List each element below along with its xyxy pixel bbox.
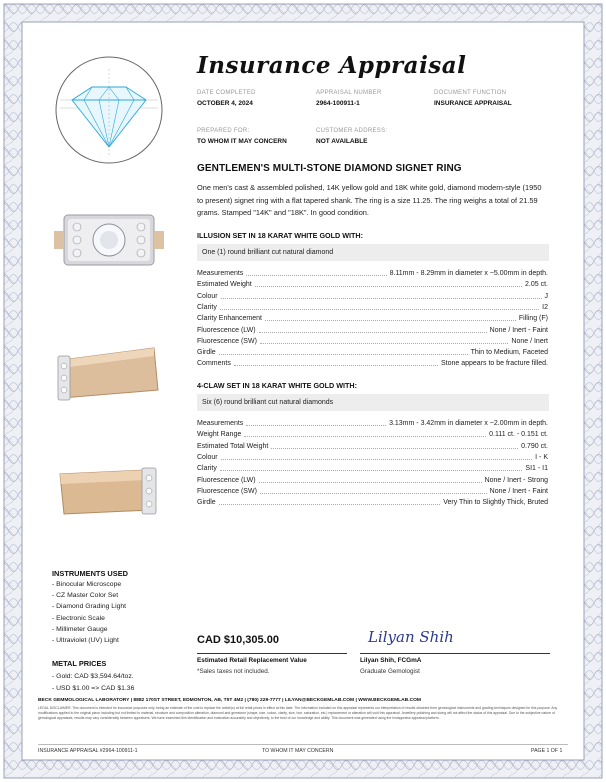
spec-value: Filling (F) — [518, 315, 548, 323]
spec-value: SI1 - I1 — [525, 465, 548, 473]
spec-key: Colour — [197, 292, 218, 300]
customer-address-label: CUSTOMER ADDRESS: — [316, 128, 388, 134]
replacement-value-label: Estimated Retail Replacement Value — [197, 657, 307, 664]
spec-key: Measurements — [197, 420, 244, 427]
list-item: - USD $1.00 => CAD $1.36 — [52, 684, 135, 692]
spec-key: Clarity — [197, 465, 217, 473]
ring-photo-side — [54, 338, 164, 408]
spec-key: Fluorescence (LW) — [197, 326, 256, 334]
spec-key: Fluorescence (SW) — [197, 337, 257, 345]
spec-value: 8.11mm - 8.29mm in diameter x ~5.00mm in depth. — [389, 270, 548, 277]
spec-leader — [255, 279, 522, 287]
spec-row — [197, 429, 548, 440]
spec-row — [197, 475, 548, 486]
signature-script: Lilyan Shih — [368, 628, 454, 646]
spec-leader — [271, 441, 518, 449]
section2-title: 4-CLAW SET IN 18 KARAT WHITE GOLD WITH: — [197, 381, 357, 390]
spec-key: Clarity Enhancement — [197, 315, 262, 323]
spec-leader — [260, 486, 487, 494]
spec-leader — [259, 325, 487, 333]
footer-rule — [38, 744, 568, 745]
diamond-diagram — [54, 55, 164, 165]
spec-key: Measurements — [197, 270, 244, 277]
spec-row — [197, 486, 548, 497]
spec-value: None / Inert - Strong — [484, 476, 548, 484]
spec-value: 0.111 ct. - 0.151 ct. — [489, 431, 548, 439]
date-value: OCTOBER 4, 2024 — [197, 100, 253, 107]
item-title: GENTLEMEN'S MULTI-STONE DIAMOND SIGNET RING — [197, 163, 462, 174]
list-item: - Binocular Microscope — [52, 581, 122, 588]
spec-leader — [219, 497, 441, 505]
spec-value: Very Thin to Slightly Thick, Bruted — [443, 499, 548, 507]
spec-row — [197, 347, 548, 358]
spec-leader — [220, 302, 539, 310]
spec-value: J — [544, 292, 548, 300]
prepared-for-label: PREPARED FOR: — [197, 128, 250, 134]
list-item: - Millimeter Gauge — [52, 625, 108, 633]
list-item: - Gold: CAD $3,594.64/toz. — [52, 673, 134, 680]
spec-value: None / Inert — [511, 337, 548, 345]
list-item: - CZ Master Color Set — [52, 592, 119, 600]
spec-leader — [221, 291, 542, 299]
list-item: - Ultraviolet (UV) Light — [52, 637, 119, 644]
spec-key: Estimated Total Weight — [197, 442, 269, 450]
metal-prices-title: METAL PRICES — [52, 659, 107, 668]
appraisal-number-label: APPRAISAL NUMBER — [316, 90, 382, 96]
spec-key: Clarity — [197, 303, 217, 311]
legal-disclaimer: LEGAL DISCLAIMER: This document is intended for insurance purposes only, being an estimate of the cost to replace the article(s) at full retail prices in effect at this date. The information included on this appraisal represents our interpretation of results obtained from gemological instruments and grading techniques designed for this purpose. Any modifications applied to the original piece including but not limited to material, structure and composition alteration, diamond and gemstone (shape, size, colour, clarity, size, hue, saturation, etc.) replacement or alteration will void this appraisal. Jewellery polishing and sizing will not affect the status of this appraisal. Due to the subjective nature of gemological appraisals, results may vary considerably between appraisers. We have examined this identification and evaluation accurately and objectively, to the best of our knowledge and ability. This document was generated using the Instappraise appraisal platform. — [38, 706, 558, 720]
spec-leader — [265, 313, 516, 321]
spec-value: None / Inert - Faint — [489, 326, 548, 334]
spec-value: 0.790 ct. — [521, 442, 548, 450]
spec-leader — [260, 336, 509, 344]
spec-key: Weight Range — [197, 431, 242, 439]
spec-value: None / Inert - Faint — [489, 487, 548, 495]
spec-key: Fluorescence (LW) — [197, 476, 256, 484]
spec-leader — [246, 268, 386, 276]
price-rule — [197, 653, 347, 654]
spec-value: Thin to Medium, Faceted — [470, 349, 548, 357]
appraiser-role: Graduate Gemologist — [360, 668, 420, 675]
spec-key: Comments — [197, 360, 231, 368]
customer-address-value: NOT AVAILABLE — [316, 138, 368, 145]
spec-row — [197, 463, 548, 474]
spec-row — [197, 291, 548, 302]
spec-row — [197, 336, 548, 347]
section1-summary: One (1) round brilliant cut natural diamond — [197, 244, 549, 261]
document-function-label: DOCUMENT FUNCTION — [434, 90, 507, 96]
spec-row — [197, 268, 548, 279]
spec-key: Girdle — [197, 349, 216, 357]
list-item: - Electronic Scale — [52, 614, 105, 622]
appraiser-name: Lilyan Shih, FCGmA — [360, 657, 422, 664]
spec-leader — [244, 429, 486, 437]
spec-value: 2.05 ct. — [525, 281, 548, 289]
lab-contact-line: BECK GEMMOLOGICAL LABORATORY | 8882 170ST STREET, EDMONTON, AB, T5T 4M2 | (780) 229-7777 | LILYAN@BECKGEMLAB.COM | WWW.BECKGEMLAB.COM — [38, 698, 421, 703]
section1-title: ILLUSION SET IN 18 KARAT WHITE GOLD WITH: — [197, 231, 363, 240]
spec-row — [197, 313, 548, 324]
spec-leader — [221, 452, 533, 460]
spec-key: Fluorescence (SW) — [197, 487, 257, 495]
spec-leader — [259, 475, 482, 483]
spec-row — [197, 418, 548, 429]
document-title: Insurance Appraisal — [197, 52, 467, 79]
spec-leader — [220, 463, 523, 471]
spec-value: 3.13mm - 3.42mm in diameter x ~2.00mm in depth. — [389, 420, 548, 427]
spec-row — [197, 325, 548, 336]
spec-row — [197, 452, 548, 463]
replacement-value: CAD $10,305.00 — [197, 634, 279, 646]
spec-row — [197, 497, 548, 508]
spec-row — [197, 441, 548, 452]
list-item: - Diamond Grading Light — [52, 603, 127, 611]
spec-row — [197, 358, 548, 369]
footer-left: INSURANCE APPRAISAL #2964-100911-1 — [38, 748, 138, 754]
spec-value: I - K — [535, 453, 548, 461]
appraisal-number-value: 2964-100911-1 — [316, 100, 360, 107]
footer-right: PAGE 1 OF 1 — [531, 748, 563, 754]
item-description: One men's cast & assembled polished, 14K yellow gold and 18K white gold, diamond modern-style (1950 to present) signet ring with a flat tapered shank. The ring is a size 11.25. The ring weighs a total of 21.59 grams. Stamped "14K" and "18K". In good condition. — [197, 183, 542, 217]
section2-summary: Six (6) round brilliant cut natural diamonds — [197, 394, 549, 411]
spec-key: Colour — [197, 453, 218, 461]
spec-row — [197, 302, 548, 313]
instruments-title: INSTRUMENTS USED — [52, 569, 128, 578]
spec-leader — [234, 358, 438, 366]
ring-photo-angle — [54, 456, 164, 526]
spec-row — [197, 279, 548, 290]
prepared-for-value: TO WHOM IT MAY CONCERN — [197, 138, 287, 145]
spec-key: Estimated Weight — [197, 281, 252, 289]
signature-rule — [360, 653, 550, 654]
document-function-value: INSURANCE APPRAISAL — [434, 100, 512, 107]
spec-leader — [219, 347, 468, 355]
spec-value: Stone appears to be fracture filled. — [440, 360, 548, 368]
ring-photo-top — [54, 205, 164, 275]
tax-note: *Sales taxes not included. — [197, 668, 270, 675]
spec-key: Girdle — [197, 499, 216, 507]
footer-center: TO WHOM IT MAY CONCERN — [262, 748, 334, 754]
spec-leader — [246, 418, 386, 426]
spec-value: I2 — [542, 303, 548, 311]
date-label: DATE COMPLETED — [197, 90, 256, 96]
